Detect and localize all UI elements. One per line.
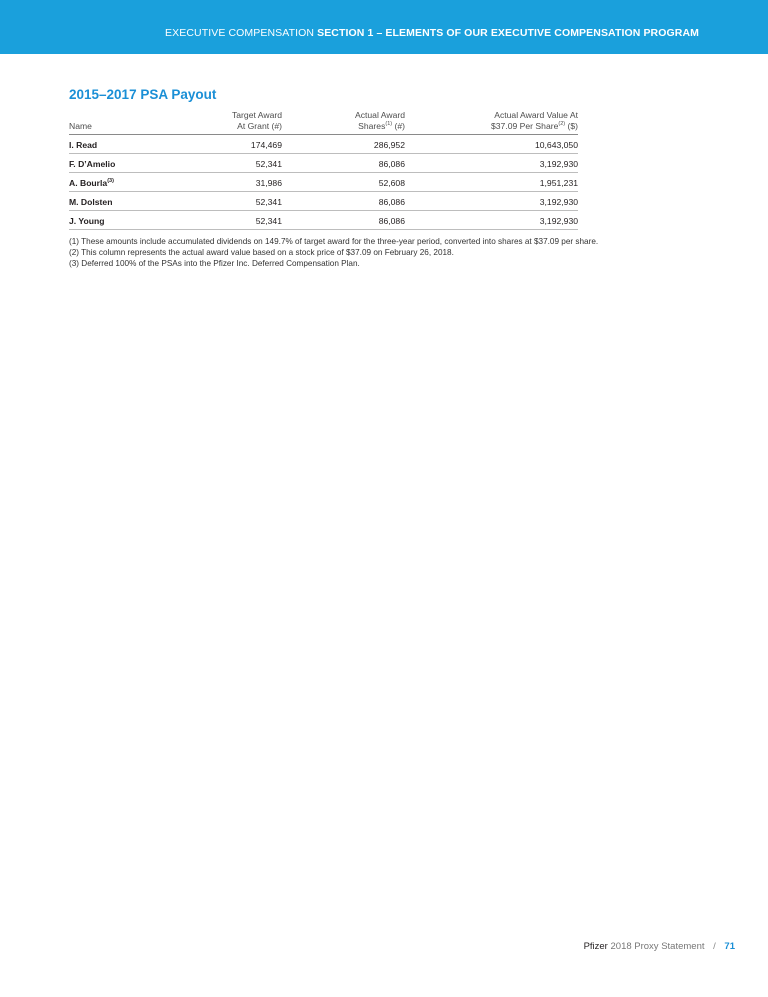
page-title: 2015–2017 PSA Payout xyxy=(69,87,217,102)
cell-shares: 286,952 xyxy=(373,140,405,150)
cell-target: 31,986 xyxy=(255,178,282,188)
footnotes xyxy=(69,236,598,269)
cell-value: 3,192,930 xyxy=(539,197,578,207)
page-footer xyxy=(584,941,735,952)
psa-payout-table xyxy=(69,109,578,230)
cell-shares: 86,086 xyxy=(378,159,405,169)
cell-value: 3,192,930 xyxy=(539,159,578,169)
cell-name: M. Dolsten xyxy=(69,197,113,207)
cell-value: 3,192,930 xyxy=(539,216,578,226)
footnote-3: (3) Deferred 100% of the PSAs into the Pfizer Inc. Deferred Compensation Plan. xyxy=(69,259,360,268)
cell-value: 10,643,050 xyxy=(534,140,578,150)
page-number: 71 xyxy=(724,941,735,952)
header-band xyxy=(0,0,768,54)
table-row xyxy=(69,173,578,192)
cell-target: 52,341 xyxy=(255,197,282,207)
cell-target: 52,341 xyxy=(255,159,282,169)
footer-separator: / xyxy=(713,941,716,952)
cell-shares: 86,086 xyxy=(378,197,405,207)
section-header-light: EXECUTIVE COMPENSATION xyxy=(165,27,315,39)
cell-target: 52,341 xyxy=(255,216,282,226)
cell-target: 174,469 xyxy=(250,140,282,150)
section-header-bold: SECTION 1 – ELEMENTS OF OUR EXECUTIVE COMPENSATION PROGRAM xyxy=(317,27,699,39)
cell-shares: 52,608 xyxy=(378,178,405,188)
table-header xyxy=(69,109,578,135)
header-actual-shares: Actual Award Shares$^{(1)}$ (#) xyxy=(354,110,405,131)
cell-name: J. Young xyxy=(69,216,105,226)
cell-name: A. Bourla$^{(3)}$ xyxy=(69,178,114,188)
footnote-2: (2) This column represents the actual award value based on a stock price of $37.09 on February 26, 2018. xyxy=(69,248,454,257)
table-row xyxy=(69,192,578,211)
cell-name: I. Read xyxy=(69,140,98,150)
footer-document: 2018 Proxy Statement xyxy=(610,941,705,952)
footer-brand: Pfizer xyxy=(583,941,608,952)
footnote-1: (1) These amounts include accumulated dividends on 149.7% of target award for the three-year period, converted into shares at $37.09 per share. xyxy=(69,237,599,246)
cell-name: F. D’Amelio xyxy=(69,159,116,169)
header-name: Name xyxy=(69,121,92,131)
header-actual-value: Actual Award Value At $37.09 Per Share$^{(2)}$ ($) xyxy=(491,110,578,131)
header-target-award: Target Award At Grant (#) xyxy=(231,110,282,131)
cell-value: 1,951,231 xyxy=(539,178,578,188)
table-row xyxy=(69,135,578,154)
table-row xyxy=(69,211,578,230)
section-header xyxy=(165,27,699,39)
table-row xyxy=(69,154,578,173)
cell-shares: 86,086 xyxy=(378,216,405,226)
